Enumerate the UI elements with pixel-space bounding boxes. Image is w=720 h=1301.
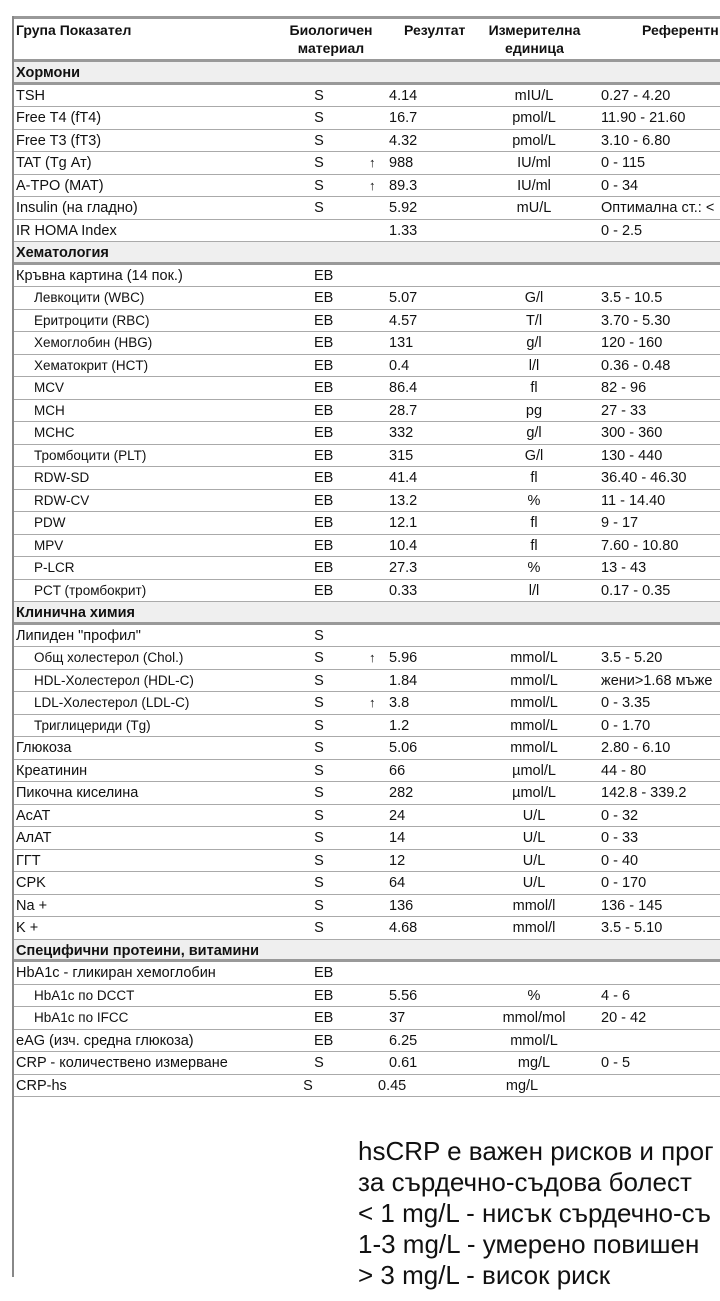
table-row bbox=[14, 175, 720, 198]
table-row bbox=[14, 737, 720, 760]
test-name: HbA1c - гликиран хемоглобин bbox=[16, 965, 216, 981]
result-value: 5.06 bbox=[389, 740, 418, 756]
material: S bbox=[314, 627, 324, 644]
result-value: 86.4 bbox=[389, 380, 418, 396]
result-value: 12.1 bbox=[389, 515, 418, 531]
material: EB bbox=[314, 312, 334, 329]
material: S bbox=[314, 177, 324, 194]
material: S bbox=[314, 740, 324, 756]
unit: g/l bbox=[526, 425, 542, 441]
test-name: Общ холестерол (Chol.) bbox=[34, 650, 184, 665]
reference-range: 0 - 5 bbox=[601, 1055, 631, 1071]
test-name: eAG (изч. средна глюкоза) bbox=[16, 1032, 194, 1049]
unit: % bbox=[527, 987, 541, 1004]
reference-range: 0 - 2.5 bbox=[601, 222, 643, 239]
material: S bbox=[314, 807, 324, 824]
test-name: MCV bbox=[34, 380, 64, 395]
section-header bbox=[14, 242, 720, 265]
material: S bbox=[314, 110, 324, 126]
material: S bbox=[314, 762, 324, 779]
reference-range: жени>1.68 мъже bbox=[601, 672, 713, 689]
unit: U/L bbox=[522, 852, 546, 869]
result-value: 16.7 bbox=[389, 110, 418, 126]
reference-range: 136 - 145 bbox=[601, 897, 663, 914]
unit: mmol/L bbox=[510, 717, 558, 734]
test-name: K + bbox=[16, 920, 39, 936]
table-row bbox=[14, 287, 720, 310]
result-value: 5.56 bbox=[389, 987, 418, 1004]
test-name: MPV bbox=[34, 537, 64, 553]
unit: mmol/L bbox=[510, 650, 558, 666]
table-row bbox=[14, 197, 720, 220]
material: S bbox=[314, 717, 324, 734]
test-name: LDL-Холестерол (LDL-C) bbox=[34, 695, 190, 710]
reference-range: 20 - 42 bbox=[601, 1010, 647, 1026]
unit: IU/ml bbox=[517, 155, 551, 171]
table-row bbox=[14, 445, 720, 468]
section-header bbox=[14, 940, 720, 963]
material: EB bbox=[314, 987, 334, 1004]
material: S bbox=[314, 830, 324, 846]
result-value: 6.25 bbox=[389, 1032, 418, 1049]
lab-results-table bbox=[12, 16, 720, 1277]
hscrp-note bbox=[358, 1136, 714, 1291]
table-row bbox=[14, 490, 720, 513]
test-name: Тромбоцити (PLT) bbox=[34, 447, 147, 463]
section-title: Хормони bbox=[16, 65, 81, 81]
table-row bbox=[14, 355, 720, 378]
test-name: Insulin (на гладно) bbox=[16, 200, 138, 216]
material: EB bbox=[314, 515, 334, 531]
result-value: 89.3 bbox=[389, 177, 418, 194]
result-value: 332 bbox=[389, 425, 414, 441]
test-name: Креатинин bbox=[16, 762, 88, 779]
unit: g/l bbox=[526, 335, 542, 351]
arrow-up-icon: ↑ bbox=[369, 695, 376, 710]
table-row bbox=[14, 557, 720, 580]
result-value: 5.07 bbox=[389, 290, 418, 306]
table-row bbox=[14, 917, 720, 940]
material: S bbox=[314, 920, 324, 936]
test-name: IR HOMA Index bbox=[16, 222, 117, 239]
material: EB bbox=[314, 380, 334, 396]
reference-range: 27 - 33 bbox=[601, 402, 647, 419]
material: EB bbox=[314, 560, 334, 576]
test-name: HbA1c по DCCT bbox=[34, 987, 135, 1003]
unit: G/l bbox=[524, 447, 544, 464]
material: S bbox=[303, 1077, 313, 1094]
reference-range: 0 - 40 bbox=[601, 852, 639, 869]
result-value: 988 bbox=[389, 155, 414, 171]
unit: pmol/L bbox=[512, 110, 556, 126]
reference-range: 2.80 - 6.10 bbox=[601, 740, 671, 756]
unit: % bbox=[527, 492, 541, 509]
result-value: 13.2 bbox=[389, 492, 418, 509]
material: EB bbox=[314, 447, 334, 464]
test-name: Пикочна киселина bbox=[16, 785, 139, 801]
table-row bbox=[14, 1030, 720, 1053]
unit: T/l bbox=[525, 312, 543, 329]
result-value: 28.7 bbox=[389, 402, 418, 419]
header-material: Биологичен материал bbox=[289, 22, 373, 56]
test-name: CPK bbox=[16, 875, 46, 891]
unit: mmol/L bbox=[510, 740, 558, 756]
note-line: > 3 mg/L - висок риск bbox=[358, 1260, 611, 1290]
test-name: CRP-hs bbox=[16, 1077, 67, 1094]
reference-range: 11 - 14.40 bbox=[601, 492, 666, 509]
result-value: 0.45 bbox=[378, 1077, 407, 1094]
material: S bbox=[314, 200, 324, 216]
reference-range: 0.27 - 4.20 bbox=[601, 87, 671, 104]
test-name: Free T3 (fT3) bbox=[16, 132, 102, 149]
unit: fl bbox=[530, 537, 538, 554]
unit: mmol/l bbox=[512, 920, 556, 936]
result-value: 1.33 bbox=[389, 222, 418, 239]
section-title: Специфични протеини, витамини bbox=[16, 942, 260, 959]
reference-range: 3.5 - 5.10 bbox=[601, 920, 663, 936]
reference-range: 11.90 - 21.60 bbox=[601, 110, 686, 126]
header-unit: Измерителна единица bbox=[488, 22, 581, 56]
table-row bbox=[14, 580, 720, 603]
reference-range: 44 - 80 bbox=[601, 762, 647, 779]
material: S bbox=[314, 672, 324, 689]
material: EB bbox=[314, 1010, 334, 1026]
result-value: 1.2 bbox=[389, 717, 410, 734]
test-name: MCH bbox=[34, 402, 65, 418]
unit: mg/L bbox=[517, 1055, 551, 1071]
table-body bbox=[14, 62, 720, 1097]
section-title: Хематология bbox=[16, 245, 109, 261]
table-row bbox=[14, 962, 720, 985]
test-name: MCHC bbox=[34, 425, 75, 440]
section-header bbox=[14, 62, 720, 85]
result-value: 136 bbox=[389, 897, 414, 914]
material: S bbox=[314, 650, 324, 666]
reference-range: 9 - 17 bbox=[601, 515, 639, 531]
material: S bbox=[314, 87, 324, 104]
result-value: 4.32 bbox=[389, 132, 418, 149]
result-value: 4.14 bbox=[389, 87, 418, 104]
test-name: Триглицериди (Tg) bbox=[34, 717, 151, 733]
reference-range: 0 - 1.70 bbox=[601, 717, 651, 734]
reference-range: 13 - 43 bbox=[601, 560, 647, 576]
unit: mmol/l bbox=[512, 897, 556, 914]
reference-range: 3.5 - 5.20 bbox=[601, 650, 663, 666]
test-name: Хематокрит (HCT) bbox=[34, 357, 149, 373]
test-name: Липиден "профил" bbox=[16, 627, 141, 644]
reference-range: 0 - 34 bbox=[601, 177, 639, 194]
reference-range: 130 - 440 bbox=[601, 447, 663, 464]
reference-range: 4 - 6 bbox=[601, 987, 631, 1004]
table-row bbox=[14, 1052, 720, 1075]
result-value: 315 bbox=[389, 447, 414, 464]
table-row bbox=[14, 985, 720, 1008]
arrow-up-icon: ↑ bbox=[369, 177, 376, 193]
test-name: Левкоцити (WBC) bbox=[34, 290, 145, 305]
note-line: за сърдечно-съдова болест bbox=[358, 1167, 692, 1197]
unit: mmol/L bbox=[510, 695, 558, 711]
result-value: 0.33 bbox=[389, 582, 418, 599]
test-name: HDL-Холестерол (HDL-C) bbox=[34, 672, 194, 688]
note-line: 1-3 mg/L - умерено повишен bbox=[358, 1229, 700, 1259]
table-row bbox=[14, 782, 720, 805]
header-result: Резултат bbox=[404, 22, 466, 38]
test-name: PCT (тромбокрит) bbox=[34, 582, 147, 598]
unit: µmol/L bbox=[512, 785, 556, 801]
test-name: Еритроцити (RBC) bbox=[34, 312, 150, 328]
material: EB bbox=[314, 470, 334, 486]
result-value: 37 bbox=[389, 1010, 406, 1026]
test-name: A-TPO (MAT) bbox=[16, 177, 104, 194]
test-name: AcAT bbox=[16, 807, 51, 824]
table-row bbox=[14, 400, 720, 423]
reference-range: 3.70 - 5.30 bbox=[601, 312, 671, 329]
reference-range: 142.8 - 339.2 bbox=[601, 785, 687, 801]
reference-range: 0 - 3.35 bbox=[601, 695, 651, 711]
unit: l/l bbox=[528, 582, 540, 599]
unit: U/L bbox=[522, 830, 546, 846]
reference-range: 300 - 360 bbox=[601, 425, 663, 441]
test-name: P-LCR bbox=[34, 560, 75, 575]
table-header bbox=[14, 16, 720, 62]
test-name: Глюкоза bbox=[16, 740, 72, 756]
header-reference: Референтн bbox=[642, 22, 719, 38]
test-name: RDW-CV bbox=[34, 492, 90, 508]
material: EB bbox=[314, 1032, 334, 1049]
material: S bbox=[314, 785, 324, 801]
table-row bbox=[14, 1075, 720, 1098]
unit: mmol/L bbox=[510, 672, 558, 689]
result-value: 10.4 bbox=[389, 537, 418, 554]
table-row bbox=[14, 535, 720, 558]
material: EB bbox=[314, 425, 334, 441]
unit: pmol/L bbox=[512, 132, 556, 149]
unit: IU/ml bbox=[517, 177, 551, 194]
test-name: Хемоглобин (HBG) bbox=[34, 335, 153, 350]
table-row bbox=[14, 377, 720, 400]
reference-range: 0 - 33 bbox=[601, 830, 639, 846]
result-value: 24 bbox=[389, 807, 406, 824]
section-title: Клинична химия bbox=[16, 605, 135, 621]
material: EB bbox=[314, 402, 334, 419]
unit: U/L bbox=[522, 875, 546, 891]
section-header bbox=[14, 602, 720, 625]
result-value: 64 bbox=[389, 875, 406, 891]
unit: fl bbox=[530, 380, 538, 396]
result-value: 1.84 bbox=[389, 672, 418, 689]
table-row bbox=[14, 872, 720, 895]
material: S bbox=[314, 852, 324, 869]
material: EB bbox=[314, 290, 334, 306]
test-name: Кръвна картина (14 пок.) bbox=[16, 267, 183, 284]
table-row bbox=[14, 625, 720, 648]
reference-range: 0 - 32 bbox=[601, 807, 639, 824]
material: EB bbox=[314, 582, 334, 599]
reference-range: 36.40 - 46.30 bbox=[601, 470, 687, 486]
reference-range: 0 - 115 bbox=[601, 155, 646, 171]
material: S bbox=[314, 695, 324, 711]
unit: µmol/L bbox=[512, 762, 556, 779]
table-row bbox=[14, 220, 720, 243]
note-line: hsCRP е важен рисков и прог bbox=[358, 1136, 714, 1166]
unit: mmol/mol bbox=[502, 1010, 566, 1026]
material: EB bbox=[314, 492, 334, 509]
result-value: 5.92 bbox=[389, 200, 418, 216]
material: EB bbox=[314, 357, 334, 374]
reference-range: 82 - 96 bbox=[601, 380, 647, 396]
result-value: 4.57 bbox=[389, 312, 418, 329]
unit: % bbox=[527, 560, 541, 576]
header-name: Група Показател bbox=[16, 22, 132, 38]
reference-range: 7.60 - 10.80 bbox=[601, 537, 679, 554]
test-name: Free T4 (fT4) bbox=[16, 110, 102, 126]
unit: l/l bbox=[528, 357, 540, 374]
unit: fl bbox=[530, 470, 538, 486]
arrow-up-icon: ↑ bbox=[369, 650, 376, 665]
reference-range: 0 - 170 bbox=[601, 875, 647, 891]
table-row bbox=[14, 85, 720, 108]
table-row bbox=[14, 1007, 720, 1030]
table-row bbox=[14, 467, 720, 490]
table-row bbox=[14, 805, 720, 828]
reference-range: 0.36 - 0.48 bbox=[601, 357, 671, 374]
result-value: 5.96 bbox=[389, 650, 418, 666]
result-value: 4.68 bbox=[389, 920, 418, 936]
table-row bbox=[14, 310, 720, 333]
unit: fl bbox=[530, 515, 538, 531]
result-value: 0.61 bbox=[389, 1055, 418, 1071]
table-row bbox=[14, 715, 720, 738]
table-row bbox=[14, 827, 720, 850]
test-name: TAT (Tg Ат) bbox=[16, 155, 92, 171]
table-row bbox=[14, 850, 720, 873]
material: S bbox=[314, 155, 324, 171]
test-name: Na + bbox=[16, 897, 48, 914]
material: S bbox=[314, 132, 324, 149]
unit: G/l bbox=[524, 290, 544, 306]
material: S bbox=[314, 897, 324, 914]
unit: mU/L bbox=[516, 200, 552, 216]
material: EB bbox=[314, 537, 334, 554]
table-row bbox=[14, 130, 720, 153]
unit: mmol/L bbox=[510, 1032, 558, 1049]
result-value: 0.4 bbox=[389, 357, 410, 374]
table-row bbox=[14, 895, 720, 918]
reference-range: 3.5 - 10.5 bbox=[601, 290, 663, 306]
table-row bbox=[14, 647, 720, 670]
table-row bbox=[14, 107, 720, 130]
result-value: 12 bbox=[389, 852, 406, 869]
test-name: TSH bbox=[16, 87, 45, 104]
reference-range: Оптимална ст.: < bbox=[601, 200, 715, 216]
test-name: PDW bbox=[34, 515, 66, 530]
table-row bbox=[14, 760, 720, 783]
test-name: АлАТ bbox=[16, 830, 52, 846]
reference-range: 120 - 160 bbox=[601, 335, 663, 351]
test-name: RDW-SD bbox=[34, 470, 90, 485]
material: EB bbox=[314, 267, 334, 284]
table-row bbox=[14, 152, 720, 175]
unit: pg bbox=[525, 402, 543, 419]
result-value: 41.4 bbox=[389, 470, 418, 486]
table-row bbox=[14, 265, 720, 288]
result-value: 131 bbox=[389, 335, 414, 351]
unit: mIU/L bbox=[514, 87, 554, 104]
reference-range: 0.17 - 0.35 bbox=[601, 582, 671, 599]
table-row bbox=[14, 422, 720, 445]
table-row bbox=[14, 332, 720, 355]
unit: mg/L bbox=[505, 1077, 539, 1094]
result-value: 14 bbox=[389, 830, 406, 846]
result-value: 27.3 bbox=[389, 560, 418, 576]
test-name: HbA1c по IFCC bbox=[34, 1010, 129, 1025]
test-name: CRP - количествено измерване bbox=[16, 1055, 228, 1071]
material: EB bbox=[314, 335, 334, 351]
material: S bbox=[314, 1055, 324, 1071]
table-row bbox=[14, 670, 720, 693]
result-value: 3.8 bbox=[389, 695, 410, 711]
table-row bbox=[14, 692, 720, 715]
reference-range: 3.10 - 6.80 bbox=[601, 132, 671, 149]
result-value: 66 bbox=[389, 762, 406, 779]
arrow-up-icon: ↑ bbox=[369, 155, 376, 170]
result-value: 282 bbox=[389, 785, 414, 801]
material: S bbox=[314, 875, 324, 891]
table-row bbox=[14, 512, 720, 535]
material: EB bbox=[314, 965, 334, 981]
unit: U/L bbox=[522, 807, 546, 824]
note-line: < 1 mg/L - нисък сърдечно-съ bbox=[358, 1198, 711, 1228]
test-name: ГГТ bbox=[16, 852, 41, 869]
